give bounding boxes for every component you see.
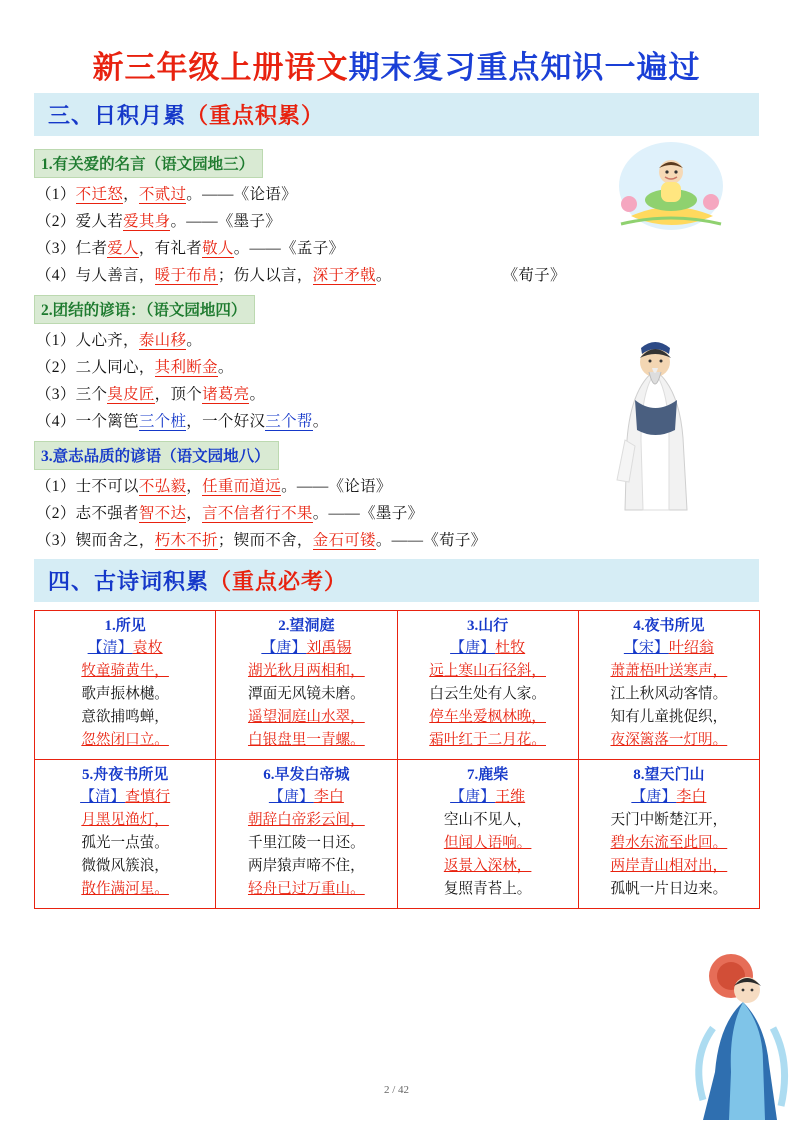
poem-cell: [578, 611, 759, 760]
poem-line: 停车坐爱枫林晚，: [429, 709, 546, 725]
poem-line: 潭面无风镜未磨。: [247, 686, 365, 702]
poem-line: 忽然闭口立。: [81, 732, 169, 748]
poem-line: 江上秋风动客情。: [610, 686, 728, 702]
poem-author: 【宋】叶绍翁: [623, 640, 714, 656]
poem-cell: [35, 760, 216, 909]
poem-title: 8.望天门山: [633, 767, 705, 783]
list-item: （4）一个篱笆三个桩，一个好汉三个帮。: [36, 413, 329, 430]
poem-line: 碧水东流至此回。: [610, 835, 728, 851]
poem-line: 千里江陵一日还。: [247, 835, 365, 851]
section-banner-3-main: 三、日积月累: [48, 103, 187, 128]
poem-line: 牧童骑黄牛，: [81, 663, 169, 679]
list-item: （4）与人善言，暖于布帛；伤人以言，深于矛戟。 《荀子》: [36, 267, 566, 284]
poem-cell: [397, 760, 578, 909]
poem-author: 【唐】李白: [268, 789, 344, 805]
table-row: [35, 760, 760, 909]
poem-title: 4.夜书所见: [633, 618, 705, 634]
poem-title: 6.早发白帝城: [263, 767, 350, 783]
poem-line: 空山不见人，: [443, 812, 532, 828]
title-part-red: 新三年级上册语文: [92, 50, 349, 85]
poem-line: 萧萧梧叶送寒声，: [610, 663, 728, 679]
poem-title: 3.山行: [466, 618, 509, 634]
poem-author: 【唐】李白: [631, 789, 707, 805]
poem-line: 但闻人语响。: [443, 835, 532, 851]
poem-cell: [35, 611, 216, 760]
list-item: （2）爱人若爱其身。——《墨子》: [36, 213, 282, 230]
poem-line: 朝辞白帝彩云间，: [247, 812, 365, 828]
section-banner-4: [34, 559, 759, 602]
poem-author: 【清】查慎行: [80, 789, 171, 805]
table-row: [35, 611, 760, 760]
poem-cell: [216, 760, 397, 909]
poem-line: 复照青苔上。: [443, 881, 532, 897]
poem-line: 意欲捕鸣蝉，: [81, 709, 169, 725]
list-item: （1）士不可以不弘毅，任重而道远。——《论语》: [36, 478, 392, 495]
list-item: （2）志不强者智不达，言不信者行不果。——《墨子》: [36, 505, 424, 522]
sage-illustration-icon: [595, 330, 715, 520]
poem-author: 【唐】王维: [450, 789, 526, 805]
section-banner-4-main: 四、古诗词积累: [48, 569, 210, 594]
poem-cell: [216, 611, 397, 760]
poem-line: 知有儿童挑促织，: [610, 709, 728, 725]
poem-author: 【唐】杜牧: [450, 640, 526, 656]
subheading-2: 2.团结的谚语：（语文园地四）: [34, 295, 255, 324]
poem-line: 远上寒山石径斜，: [429, 663, 546, 679]
poem-table: [34, 610, 760, 909]
section-banner-4-paren: （重点必考）: [209, 569, 348, 594]
title-part-blue: 期末复习重点知识一遍过: [348, 50, 701, 85]
poem-line: 孤帆一片日边来。: [610, 881, 728, 897]
poem-line: 白银盘里一青螺。: [247, 732, 365, 748]
poem-author: 【清】袁枚: [87, 640, 163, 656]
list-item: （1）人心齐，泰山移。: [36, 332, 203, 349]
poem-title: 1.所见: [104, 618, 146, 634]
poem-title: 2.望洞庭: [278, 618, 335, 634]
poem-line: 孤光一点萤。: [81, 835, 169, 851]
poem-line: 湖光秋月两相和，: [247, 663, 365, 679]
poem-line: 月黑见渔灯，: [81, 812, 169, 828]
list-item: （3）锲而舍之，朽木不折；锲而不舍，金石可镂。——《荀子》: [36, 532, 487, 549]
poem-line: 夜深篱落一灯明。: [610, 732, 728, 748]
poem-line: 轻舟已过万重山。: [247, 881, 365, 897]
poem-line: 霜叶红于二月花。: [429, 732, 546, 748]
poem-line: 返景入深林，: [443, 858, 532, 874]
poem-cell: [397, 611, 578, 760]
poem-line: 歌声振林樾。: [81, 686, 169, 702]
page-title: [34, 42, 759, 87]
section-banner-3: [34, 93, 759, 136]
list-item: （1）不迁怒，不贰过。——《论语》: [36, 186, 297, 203]
poem-line: 两岸猿声啼不住，: [247, 858, 365, 874]
list-item: （2）二人同心，其利断金。: [36, 359, 234, 376]
poem-line: 散作满河星。: [81, 881, 169, 897]
poem-title: 7.鹿柴: [466, 767, 509, 783]
poem-title: 5.舟夜书所见: [81, 767, 169, 783]
poem-line: 遥望洞庭山水翠，: [247, 709, 365, 725]
poem-line: 天门中断楚江开，: [610, 812, 728, 828]
list-item: （3）三个臭皮匠，顶个诸葛亮。: [36, 386, 266, 403]
poem-cell: [578, 760, 759, 909]
poem-line: 两岸青山相对出，: [610, 858, 728, 874]
subheading-3: 3.意志品质的谚语（语文园地八）: [34, 441, 279, 470]
poem-author: 【唐】刘禹锡: [261, 640, 352, 656]
subheading-1: 1.有关爱的名言（语文园地三）: [34, 149, 263, 178]
child-illustration-icon: [601, 138, 741, 243]
page-number: 2 / 42: [383, 1084, 410, 1096]
poem-line: 白云生处有人家。: [429, 686, 546, 702]
section-banner-3-paren: （重点积累）: [186, 103, 325, 128]
poem-line: 微微风簇浪，: [81, 858, 169, 874]
list-item: （3）仁者爱人，有礼者敬人。——《孟子》: [36, 240, 345, 257]
